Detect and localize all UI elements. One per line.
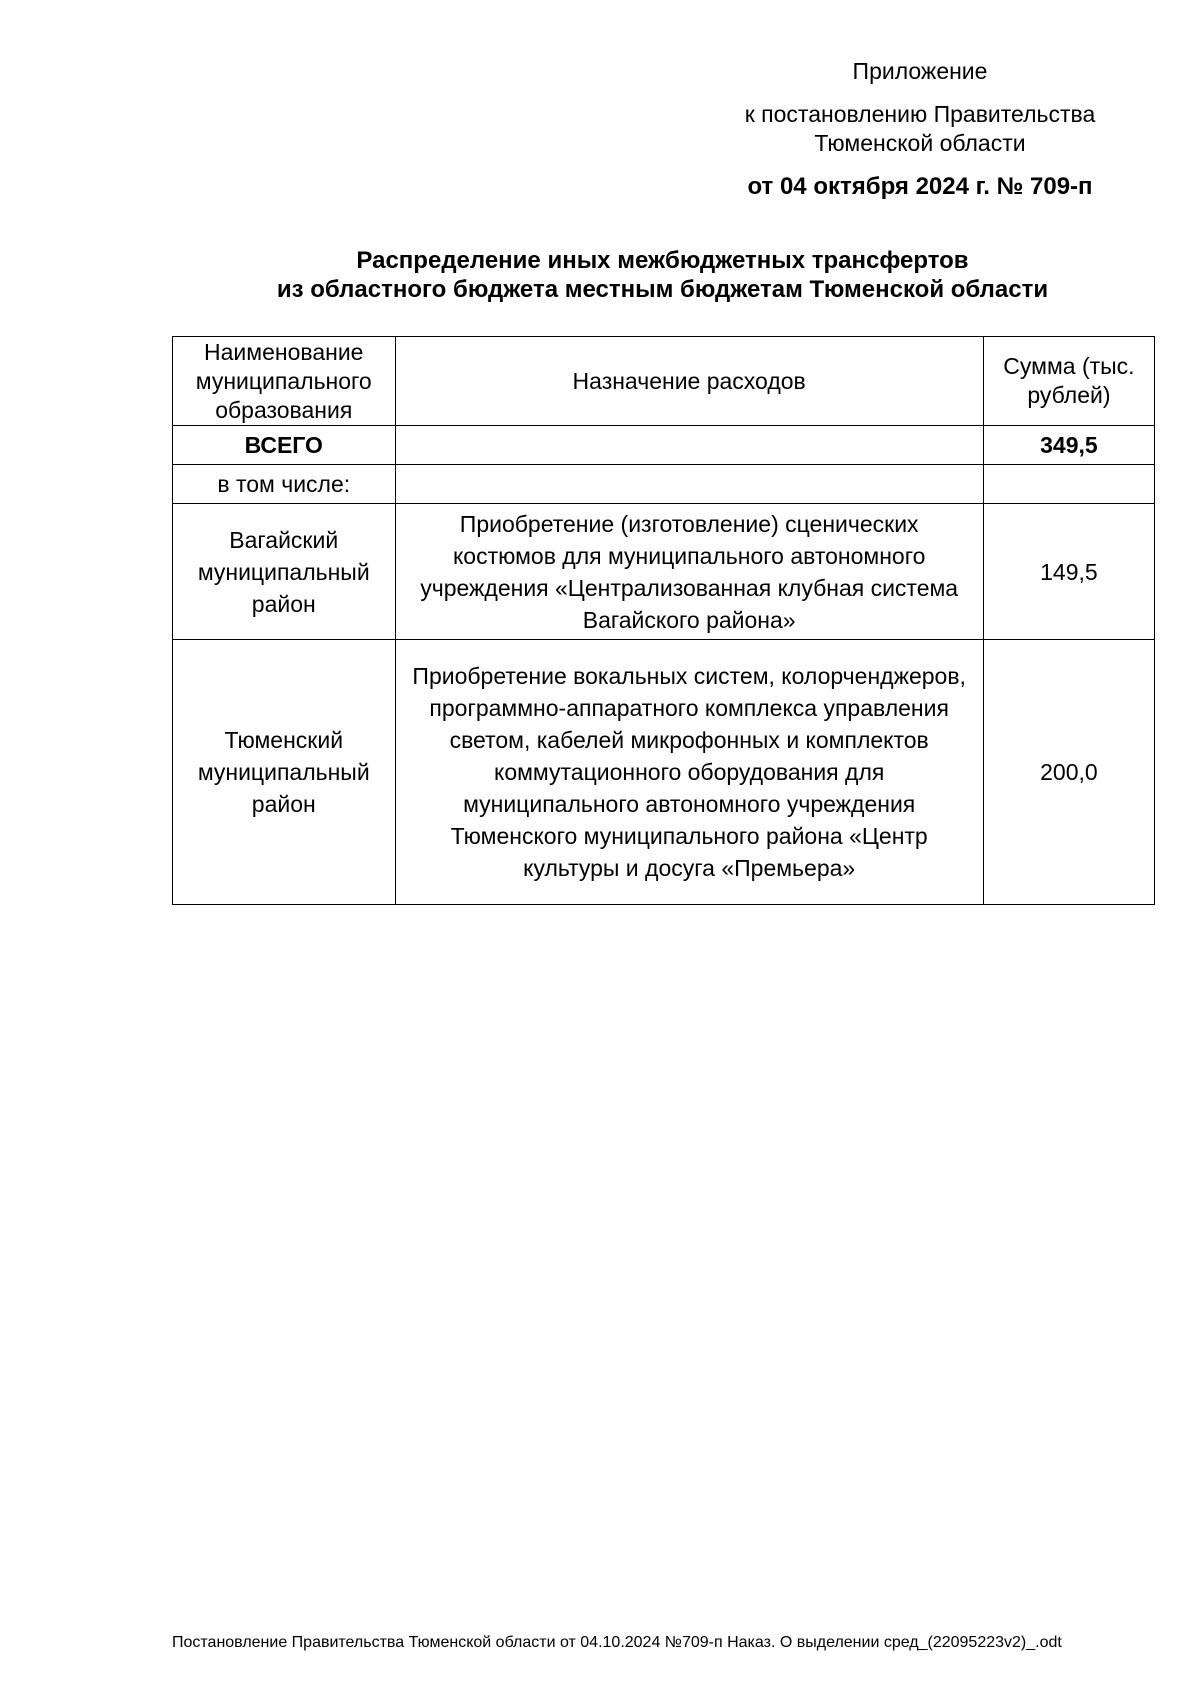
row-purpose: Приобретение (изготовление) сценических костюмов для муниципального автономного учреждения «Централизованная клубная система Вагайского района» [395,504,983,640]
document-title [170,246,1155,304]
including-purpose-empty [395,465,983,504]
row-purpose: Приобретение вокальных систем, колорченджеров, программно-аппаратного комплекса управления светом, кабелей микрофонных и комплектов коммутационного оборудования для муниципального автономного учреждения Тюменского муниципального района «Центр культуры и досуга «Премьера» [395,640,983,905]
appendix-reference [700,100,1140,158]
table-row [173,640,1155,905]
total-label: ВСЕГО [173,426,396,465]
appendix-reference-line1: к постановлению Правительства [744,101,1096,127]
document-title-line2: из областного бюджета местным бюджетам Тюменской области [276,276,1049,303]
header-municipality: Наименование муниципального образования [173,337,396,426]
table-total-row [173,426,1155,465]
document-footer: Постановление Правительства Тюменской области от 04.10.2024 №709-п Наказ. О выделении сред_(22095223v2)_.odt [172,1634,1062,1651]
header-purpose: Назначение расходов [395,337,983,426]
table-including-row [173,465,1155,504]
including-sum-empty [983,465,1154,504]
appendix-date-number: от 04 октября 2024 г. № 709-п [747,173,1093,200]
header-sum: Сумма (тыс. рублей) [983,337,1154,426]
transfers-table [172,336,1155,905]
row-municipality: Тюменский муниципальный район [173,640,396,905]
table-row [173,504,1155,640]
appendix-reference-line2: Тюменской области [814,130,1026,156]
document-title-line1: Распределение иных межбюджетных трансфертов [356,247,969,274]
table-header-row [173,337,1155,426]
appendix-title: Приложение [852,58,988,84]
row-sum: 149,5 [983,504,1154,640]
total-sum: 349,5 [983,426,1154,465]
total-purpose [395,426,983,465]
including-label: в том числе: [173,465,396,504]
row-municipality: Вагайский муниципальный район [173,504,396,640]
row-sum: 200,0 [983,640,1154,905]
